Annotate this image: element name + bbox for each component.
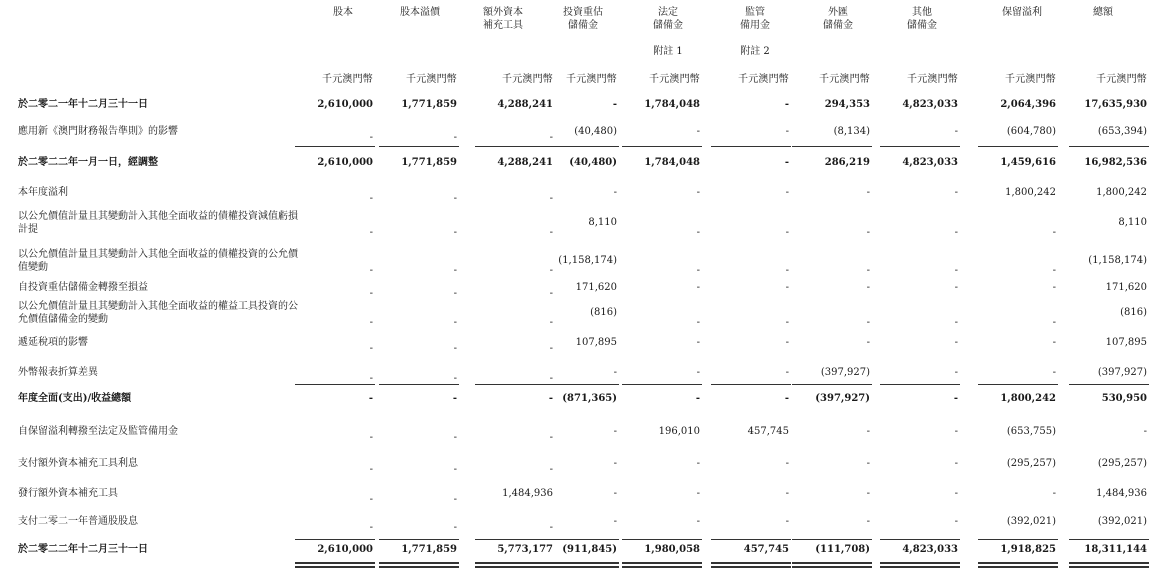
value-cell: - <box>453 464 457 475</box>
separator-rule <box>295 146 375 147</box>
value-cell: (40,480) <box>574 126 617 137</box>
separator-rule <box>792 384 872 385</box>
value-cell: - <box>453 288 457 299</box>
value-cell: 1,800,242 <box>1005 187 1056 198</box>
value-cell: - <box>549 373 553 384</box>
value-cell: - <box>549 265 553 276</box>
row-label: 以公允價值計量且其變動計入其他全面收益的債權投資減值虧損計提 <box>18 211 298 235</box>
value-cell: 4,823,033 <box>902 99 958 110</box>
separator-rule <box>622 384 702 385</box>
separator-rule <box>539 146 619 147</box>
value-cell: - <box>613 367 617 378</box>
unit-label: 千元澳門幣 <box>406 74 457 85</box>
value-cell: - <box>549 227 553 238</box>
value-cell: - <box>954 367 958 378</box>
row-label: 年度全面(支出)/收益總額 <box>18 393 132 404</box>
value-cell: - <box>549 193 553 204</box>
separator-rule <box>1069 562 1149 564</box>
value-cell: - <box>954 282 958 293</box>
value-cell: - <box>549 132 553 143</box>
value-cell: 4,288,241 <box>497 157 553 168</box>
value-cell: - <box>613 426 617 437</box>
separator-rule <box>792 539 872 540</box>
value-cell: 18,311,144 <box>1084 544 1147 555</box>
value-cell: - <box>866 282 870 293</box>
value-cell: 8,110 <box>588 217 617 228</box>
unit-label: 千元澳門幣 <box>907 74 958 85</box>
value-cell: 8,110 <box>1118 217 1147 228</box>
value-cell: 1,771,859 <box>401 544 457 555</box>
value-cell: - <box>954 426 958 437</box>
unit-label: 千元澳門幣 <box>566 74 617 85</box>
unit-label: 千元澳門幣 <box>819 74 870 85</box>
value-cell: - <box>954 458 958 469</box>
value-cell: - <box>1052 337 1056 348</box>
column-header: 投資重估 儲備金 <box>563 7 603 31</box>
value-cell: - <box>549 522 553 533</box>
value-cell: - <box>369 494 373 505</box>
value-cell: - <box>784 99 789 110</box>
value-cell: (40,480) <box>569 157 617 168</box>
separator-rule <box>711 562 791 564</box>
separator-rule <box>792 562 872 564</box>
value-cell: - <box>954 516 958 527</box>
column-header: 額外資本 補充工具 <box>483 7 523 31</box>
value-cell: - <box>613 458 617 469</box>
value-cell: - <box>369 227 373 238</box>
value-cell: - <box>695 393 700 404</box>
value-cell: - <box>549 432 553 443</box>
value-cell: - <box>1052 367 1056 378</box>
value-cell: - <box>453 522 457 533</box>
separator-rule <box>1069 384 1149 385</box>
row-label: 支付額外資本補充工具利息 <box>18 458 138 469</box>
value-cell: (911,845) <box>562 544 617 555</box>
value-cell: (871,365) <box>562 393 617 404</box>
value-cell: 294,353 <box>824 99 870 110</box>
separator-rule <box>711 146 791 147</box>
value-cell: - <box>784 157 789 168</box>
separator-rule <box>539 384 619 385</box>
value-cell: - <box>1052 317 1056 328</box>
value-cell: - <box>696 337 700 348</box>
value-cell: 2,610,000 <box>317 544 373 555</box>
value-cell: 457,745 <box>743 544 789 555</box>
value-cell: - <box>613 488 617 499</box>
separator-rule <box>711 566 791 568</box>
separator-rule <box>539 566 619 568</box>
value-cell: - <box>696 126 700 137</box>
value-cell: - <box>453 494 457 505</box>
separator-rule <box>880 146 960 147</box>
value-cell: 1,784,048 <box>644 157 700 168</box>
value-cell: 5,773,177 <box>497 544 553 555</box>
separator-rule <box>880 562 960 564</box>
row-label: 支付二零二一年普通股股息 <box>18 516 138 527</box>
separator-rule <box>622 146 702 147</box>
value-cell: - <box>954 317 958 328</box>
value-cell: 107,895 <box>575 337 617 348</box>
value-cell: - <box>785 126 789 137</box>
value-cell: (397,927) <box>820 367 870 378</box>
separator-rule <box>539 539 619 540</box>
value-cell: - <box>866 265 870 276</box>
value-cell: - <box>369 464 373 475</box>
value-cell: - <box>866 317 870 328</box>
value-cell: - <box>785 265 789 276</box>
value-cell: - <box>785 458 789 469</box>
value-cell: 171,620 <box>575 282 617 293</box>
unit-label: 千元澳門幣 <box>1096 74 1147 85</box>
separator-rule <box>978 566 1058 568</box>
separator-rule <box>880 384 960 385</box>
value-cell: 17,635,930 <box>1084 99 1147 110</box>
value-cell: - <box>866 458 870 469</box>
value-cell: - <box>954 227 958 238</box>
value-cell: - <box>549 288 553 299</box>
value-cell: - <box>954 337 958 348</box>
value-cell: - <box>954 187 958 198</box>
value-cell: - <box>785 367 789 378</box>
value-cell: 1,484,936 <box>1096 488 1147 499</box>
value-cell: 196,010 <box>658 426 700 437</box>
value-cell: (295,257) <box>1006 458 1056 469</box>
column-header: 外匯 儲備金 <box>823 7 853 31</box>
value-cell: (397,927) <box>1097 367 1147 378</box>
value-cell: 1,800,242 <box>1096 187 1147 198</box>
value-cell: 4,823,033 <box>902 157 958 168</box>
value-cell: 530,950 <box>1101 393 1147 404</box>
value-cell: - <box>696 367 700 378</box>
row-label: 於二零二二年一月一日，經調整 <box>18 157 158 168</box>
value-cell: - <box>866 516 870 527</box>
row-label: 自投資重估儲備金轉撥至損益 <box>18 282 148 293</box>
value-cell: (392,021) <box>1097 516 1147 527</box>
unit-label: 千元澳門幣 <box>502 74 553 85</box>
value-cell: (816) <box>590 307 617 318</box>
value-cell: - <box>369 193 373 204</box>
value-cell: - <box>549 343 553 354</box>
separator-rule <box>379 384 459 385</box>
value-cell: - <box>866 426 870 437</box>
column-note: 附註 2 <box>740 46 770 57</box>
column-header: 總額 <box>1093 7 1113 18</box>
value-cell: - <box>549 464 553 475</box>
value-cell: - <box>453 432 457 443</box>
value-cell: - <box>1052 282 1056 293</box>
value-cell: - <box>369 288 373 299</box>
separator-rule <box>295 562 375 564</box>
value-cell: - <box>696 516 700 527</box>
separator-rule <box>1069 539 1149 540</box>
value-cell: 1,459,616 <box>1000 157 1056 168</box>
separator-rule <box>379 562 459 564</box>
value-cell: - <box>954 265 958 276</box>
value-cell: - <box>549 317 553 328</box>
value-cell: - <box>369 373 373 384</box>
value-cell: 4,288,241 <box>497 99 553 110</box>
value-cell: (816) <box>1120 307 1147 318</box>
value-cell: - <box>453 317 457 328</box>
value-cell: (8,134) <box>833 126 870 137</box>
value-cell: - <box>785 187 789 198</box>
separator-rule <box>622 539 702 540</box>
value-cell: - <box>453 265 457 276</box>
value-cell: 1,980,058 <box>644 544 700 555</box>
separator-rule <box>792 566 872 568</box>
value-cell: - <box>369 522 373 533</box>
value-cell: 16,982,536 <box>1084 157 1147 168</box>
value-cell: 2,610,000 <box>317 99 373 110</box>
separator-rule <box>978 562 1058 564</box>
value-cell: - <box>866 337 870 348</box>
value-cell: - <box>696 282 700 293</box>
value-cell: - <box>613 187 617 198</box>
value-cell: - <box>866 227 870 238</box>
separator-rule <box>622 566 702 568</box>
row-label: 本年度溢利 <box>18 187 68 198</box>
unit-label: 千元澳門幣 <box>738 74 789 85</box>
column-header: 股本溢價 <box>400 7 440 18</box>
row-label: 以公允價值計量且其變動計入其他全面收益的權益工具投資的公允價值儲備金的變動 <box>18 301 298 325</box>
value-cell: - <box>696 317 700 328</box>
separator-rule <box>978 539 1058 540</box>
value-cell: - <box>1052 488 1056 499</box>
value-cell: - <box>696 458 700 469</box>
value-cell: (604,780) <box>1006 126 1056 137</box>
value-cell: - <box>1052 265 1056 276</box>
separator-rule <box>295 539 375 540</box>
value-cell: - <box>785 488 789 499</box>
value-cell: - <box>369 432 373 443</box>
value-cell: - <box>785 282 789 293</box>
value-cell: (653,394) <box>1097 126 1147 137</box>
value-cell: 2,064,396 <box>1000 99 1056 110</box>
value-cell: - <box>453 132 457 143</box>
separator-rule <box>379 146 459 147</box>
separator-rule <box>1069 566 1149 568</box>
separator-rule <box>295 384 375 385</box>
value-cell: 2,610,000 <box>317 157 373 168</box>
value-cell: 4,823,033 <box>902 544 958 555</box>
separator-rule <box>978 146 1058 147</box>
value-cell: (1,158,174) <box>558 255 617 266</box>
value-cell: - <box>452 393 457 404</box>
column-note: 附註 1 <box>653 46 683 57</box>
value-cell: (653,755) <box>1006 426 1056 437</box>
value-cell: - <box>453 343 457 354</box>
value-cell: 1,771,859 <box>401 99 457 110</box>
value-cell: - <box>453 227 457 238</box>
value-cell: - <box>785 516 789 527</box>
value-cell: (392,021) <box>1006 516 1056 527</box>
value-cell: (397,927) <box>815 393 870 404</box>
value-cell: - <box>453 193 457 204</box>
row-label: 應用新《澳門財務報告準則》的影響 <box>18 126 178 137</box>
value-cell: - <box>1143 426 1147 437</box>
value-cell: - <box>696 488 700 499</box>
separator-rule <box>711 384 791 385</box>
value-cell: - <box>696 265 700 276</box>
value-cell: 1,800,242 <box>1000 393 1056 404</box>
value-cell: - <box>954 126 958 137</box>
value-cell: - <box>696 227 700 238</box>
column-header-area <box>0 0 1162 90</box>
value-cell: - <box>785 337 789 348</box>
separator-rule <box>379 566 459 568</box>
separator-rule <box>295 566 375 568</box>
value-cell: (111,708) <box>815 544 870 555</box>
value-cell: - <box>369 317 373 328</box>
value-cell: - <box>954 488 958 499</box>
separator-rule <box>880 539 960 540</box>
value-cell: - <box>612 99 617 110</box>
value-cell: - <box>1052 227 1056 238</box>
unit-label: 千元澳門幣 <box>322 74 373 85</box>
separator-rule <box>379 539 459 540</box>
row-label: 於二零二二年十二月三十一日 <box>18 544 148 555</box>
separator-rule <box>1069 146 1149 147</box>
value-cell: 1,784,048 <box>644 99 700 110</box>
separator-rule <box>622 562 702 564</box>
row-label: 以公允價值計量且其變動計入其他全面收益的債權投資的公允價值變動 <box>18 249 298 273</box>
column-header: 保留溢利 <box>1002 7 1042 18</box>
unit-label: 千元澳門幣 <box>1005 74 1056 85</box>
row-label: 外幣報表折算差異 <box>18 367 98 378</box>
value-cell: 457,745 <box>747 426 789 437</box>
value-cell: - <box>369 343 373 354</box>
value-cell: (1,158,174) <box>1088 255 1147 266</box>
row-label: 自保留溢利轉撥至法定及監管備用金 <box>18 426 178 437</box>
row-label: 發行額外資本補充工具 <box>18 488 118 499</box>
value-cell: - <box>785 317 789 328</box>
separator-rule <box>978 384 1058 385</box>
row-label: 遞延稅項的影響 <box>18 337 88 348</box>
separator-rule <box>792 146 872 147</box>
value-cell: - <box>953 393 958 404</box>
value-cell: - <box>784 393 789 404</box>
value-cell: - <box>696 187 700 198</box>
separator-rule <box>539 562 619 564</box>
value-cell: - <box>613 516 617 527</box>
value-cell: 1,771,859 <box>401 157 457 168</box>
value-cell: - <box>548 393 553 404</box>
value-cell: 107,895 <box>1105 337 1147 348</box>
value-cell: (295,257) <box>1097 458 1147 469</box>
value-cell: 1,918,825 <box>1000 544 1056 555</box>
value-cell: 286,219 <box>824 157 870 168</box>
value-cell: - <box>866 187 870 198</box>
value-cell: - <box>369 132 373 143</box>
column-header: 監管 備用金 <box>740 7 770 31</box>
unit-label: 千元澳門幣 <box>649 74 700 85</box>
column-header: 法定 儲備金 <box>653 7 683 31</box>
column-header: 股本 <box>333 7 353 18</box>
column-header: 其他 儲備金 <box>907 7 937 31</box>
value-cell: - <box>368 393 373 404</box>
value-cell: 1,484,936 <box>502 488 553 499</box>
value-cell: - <box>453 373 457 384</box>
row-label: 於二零二一年十二月三十一日 <box>18 99 148 110</box>
value-cell: 171,620 <box>1105 282 1147 293</box>
value-cell: - <box>369 265 373 276</box>
value-cell: - <box>785 227 789 238</box>
value-cell: - <box>866 488 870 499</box>
separator-rule <box>711 539 791 540</box>
separator-rule <box>880 566 960 568</box>
